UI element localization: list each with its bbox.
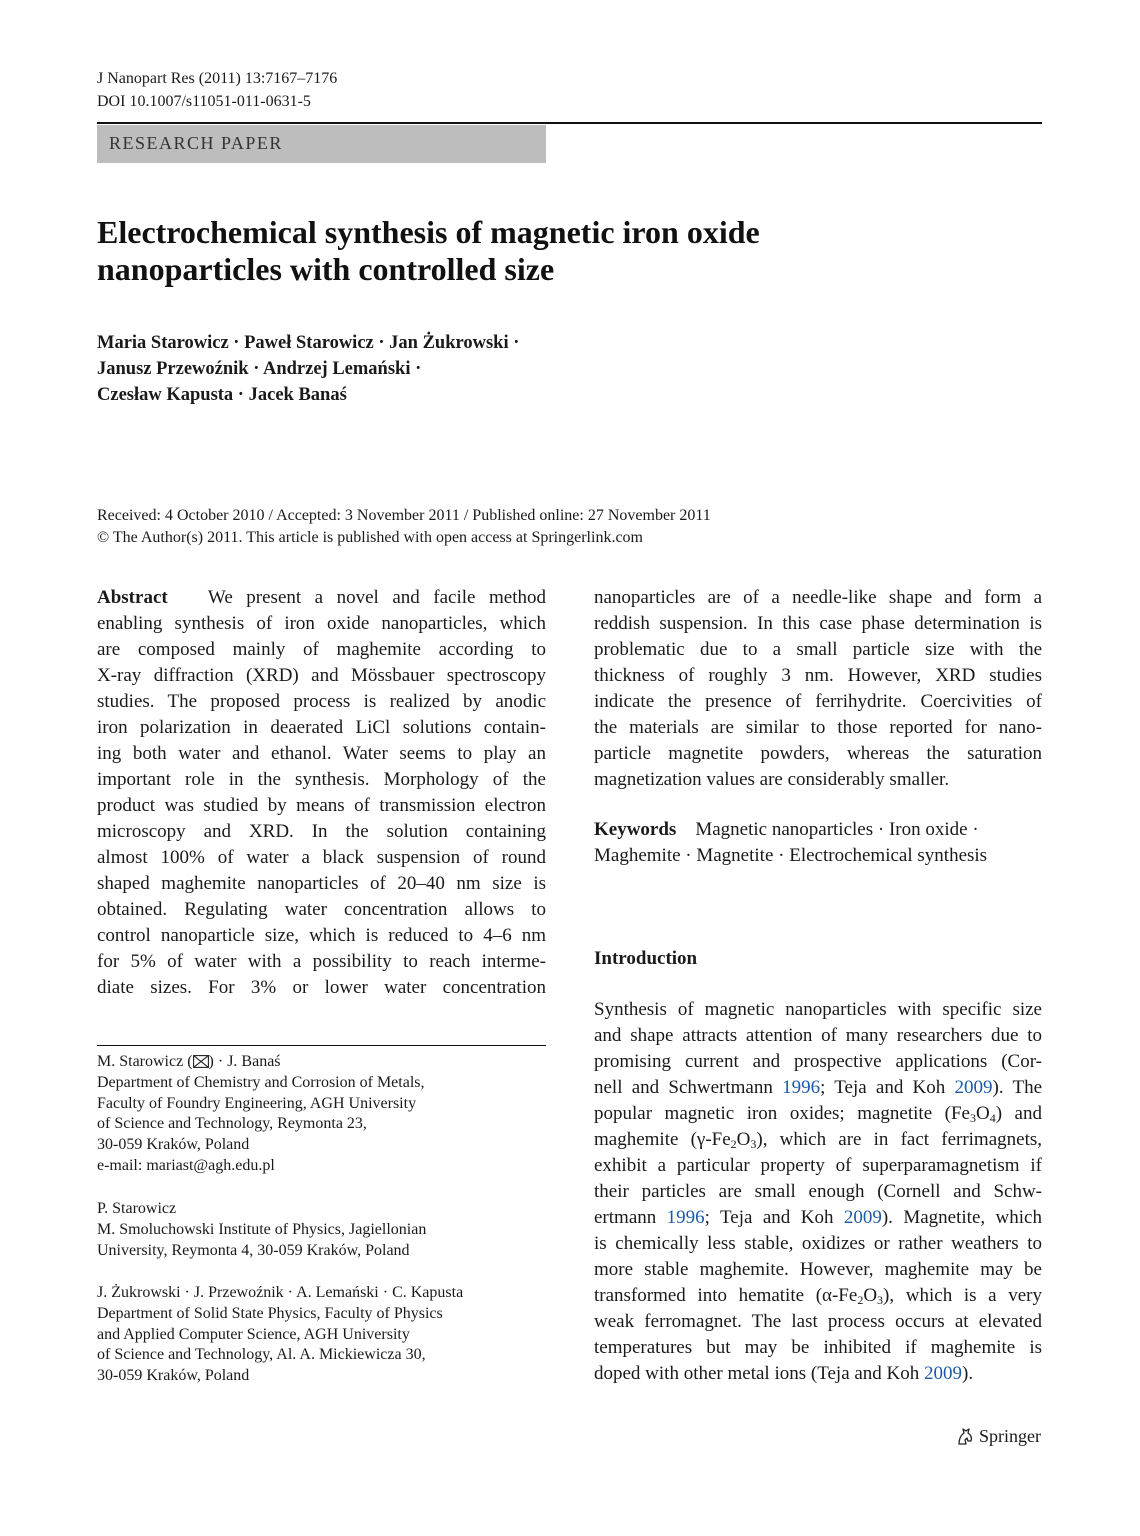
citation-link[interactable]: 2009 bbox=[843, 1207, 882, 1228]
section-label: RESEARCH PAPER bbox=[109, 133, 283, 153]
abstract-line: ing both water and ethanol. Water seems to play an bbox=[97, 743, 546, 764]
introduction-body bbox=[594, 997, 1042, 1387]
publisher-name: Springer bbox=[979, 1426, 1041, 1446]
abstract-line: almost 100% of water a black suspension of round bbox=[97, 847, 546, 868]
intro-line: transformed into hematite $(\alpha-Fe_2O_3)$, which is a very bbox=[594, 1285, 1042, 1307]
email[interactable]: e-mail: mariast@agh.edu.pl bbox=[97, 1156, 275, 1174]
abstract-line: nanoparticles are of a needle-like shape and form a bbox=[594, 587, 1042, 608]
keywords bbox=[594, 817, 1042, 869]
abstract-line: enabling synthesis of iron oxide nanoparticles, which bbox=[97, 613, 546, 634]
abstract-line: shaped maghemite nanoparticles of 20–40 nm size is bbox=[97, 873, 546, 894]
introduction-heading: Introduction bbox=[594, 948, 698, 969]
abstract-line: particle magnetite powders, whereas the saturation bbox=[594, 743, 1042, 764]
affiliation-3 bbox=[97, 1283, 463, 1387]
intro-line: ertmann 1996; Teja and Koh 2009). Magnetite, which bbox=[594, 1207, 1042, 1228]
affiliation-1 bbox=[97, 1052, 425, 1177]
intro-line: nell and Schwertmann 1996; Teja and Koh 2009). The bbox=[594, 1077, 1042, 1098]
affiliation-line: of Science and Technology, Reymonta 23, bbox=[97, 1115, 367, 1133]
affiliation-line: M. Smoluchowski Institute of Physics, Jagiellonian bbox=[97, 1220, 427, 1238]
title-line: nanoparticles with controlled size bbox=[97, 251, 555, 287]
header-rule bbox=[97, 122, 1042, 124]
affiliation-line: and Applied Computer Science, AGH University bbox=[97, 1325, 410, 1343]
section-banner bbox=[97, 125, 546, 163]
doi: DOI 10.1007/s11051-011-0631-5 bbox=[97, 93, 311, 110]
affiliation-line: Department of Chemistry and Corrosion of Metals, bbox=[97, 1073, 425, 1091]
affiliation-2 bbox=[97, 1199, 426, 1261]
affiliation-line: University, Reymonta 4, 30-059 Kraków, Poland bbox=[97, 1241, 410, 1259]
intro-line: exhibit a particular property of superparamagnetism if bbox=[594, 1155, 1042, 1176]
intro-line: is chemically less stable, oxidizes or rather weathers to bbox=[594, 1233, 1042, 1254]
author-line: Janusz Przewoźnik · Andrzej Lemański · bbox=[97, 359, 422, 379]
intro-line: maghemite $(\gamma-Fe_2O_3)$, which are in fact ferrimagnets, bbox=[594, 1129, 1043, 1151]
publisher-logo bbox=[955, 1424, 1041, 1448]
footnote-rule bbox=[97, 1045, 546, 1046]
intro-line: temperatures but may be inhibited if maghemite is bbox=[594, 1337, 1042, 1358]
abstract-line: obtained. Regulating water concentration allows to bbox=[97, 899, 546, 920]
abstract-line: for 5% of water with a possibility to reach interme- bbox=[97, 951, 546, 972]
affiliation-line: of Science and Technology, Al. A. Mickiewicza 30, bbox=[97, 1346, 426, 1364]
abstract-line: iron polarization in deaerated LiCl solutions contain- bbox=[97, 717, 546, 738]
intro-line: doped with other metal ions (Teja and Koh 2009). bbox=[594, 1363, 974, 1384]
intro-line: weak ferromagnet. The last process occurs at elevated bbox=[594, 1311, 1042, 1332]
affiliation-line: Department of Solid State Physics, Faculty of Physics bbox=[97, 1304, 443, 1322]
abstract-line: microscopy and XRD. In the solution containing bbox=[97, 821, 546, 842]
envelope-icon bbox=[193, 1055, 209, 1068]
abstract-line: X-ray diffraction (XRD) and Mössbauer spectroscopy bbox=[97, 665, 546, 686]
affiliation-line: P. Starowicz bbox=[97, 1200, 177, 1217]
affiliation-line: 30-059 Kraków, Poland bbox=[97, 1136, 250, 1154]
intro-line: promising current and prospective applications (Cor- bbox=[594, 1051, 1042, 1072]
abstract-line: important role in the synthesis. Morphology of the bbox=[97, 769, 546, 790]
copyright-line: © The Author(s) 2011. This article is published with open access at Springerlink.com bbox=[97, 529, 643, 546]
intro-line: their particles are small enough (Cornell and Schw- bbox=[594, 1181, 1042, 1202]
history-line: Received: 4 October 2010 / Accepted: 3 November 2011 / Published online: 27 November 2011 bbox=[97, 507, 711, 524]
abstract-line: are composed mainly of maghemite according to bbox=[97, 639, 546, 660]
affiliation-line: J. Żukrowski · J. Przewoźnik · A. Lemański · C. Kapusta bbox=[97, 1284, 464, 1301]
citation-link[interactable]: 1996 bbox=[666, 1207, 705, 1228]
abstract-line: magnetization values are considerably smaller. bbox=[594, 769, 950, 790]
keywords-line: Maghemite · Magnetite · Electrochemical synthesis bbox=[594, 845, 988, 866]
intro-line: and shape attracts attention of many researchers due to bbox=[594, 1025, 1042, 1046]
paper-title bbox=[97, 214, 997, 288]
abstract-line: diate sizes. For 3% or lower water concentration bbox=[97, 977, 546, 998]
springer-horse-icon bbox=[955, 1426, 975, 1446]
affiliation-names: M. Starowicz ( ) · J. Banaś bbox=[97, 1053, 281, 1070]
abstract-line: the materials are similar to those reported for nano- bbox=[594, 717, 1042, 738]
abstract-line: control nanoparticle size, which is reduced to 4–6 nm bbox=[97, 925, 546, 946]
abstract bbox=[97, 585, 546, 1001]
citation-link[interactable]: 1996 bbox=[782, 1077, 821, 1098]
journal-reference: J Nanopart Res (2011) 13:7167–7176 bbox=[97, 70, 338, 87]
abstract-heading: Abstract bbox=[97, 587, 168, 608]
abstract-line: product was studied by means of transmission electron bbox=[97, 795, 546, 816]
intro-line: popular magnetic iron oxides; magnetite $(Fe_3O_4)$ and bbox=[594, 1103, 1042, 1125]
citation-link[interactable]: 2009 bbox=[954, 1077, 993, 1098]
abstract-line: indicate the presence of ferrihydrite. Coercivities of bbox=[594, 691, 1042, 712]
affiliation-line: Faculty of Foundry Engineering, AGH University bbox=[97, 1094, 417, 1112]
intro-line: more stable maghemite. However, maghemite may be bbox=[594, 1259, 1042, 1280]
keywords-line: Keywords Magnetic nanoparticles · Iron oxide · bbox=[594, 819, 979, 840]
abstract-line: reddish suspension. In this case phase determination is bbox=[594, 613, 1042, 634]
title-line: Electrochemical synthesis of magnetic iron oxide bbox=[97, 214, 760, 250]
abstract-first-line: Abstract We present a novel and facile method bbox=[97, 587, 546, 608]
keywords-heading: Keywords bbox=[594, 819, 677, 840]
affiliation-line: 30-059 Kraków, Poland bbox=[97, 1367, 250, 1385]
author-line: Maria Starowicz · Paweł Starowicz · Jan Żukrowski · bbox=[97, 333, 520, 353]
citation-link[interactable]: 2009 bbox=[924, 1363, 963, 1384]
abstract-continued bbox=[594, 585, 1042, 793]
journal-header bbox=[97, 67, 337, 113]
abstract-line: thickness of roughly 3 nm. However, XRD studies bbox=[594, 665, 1042, 686]
author-line: Czesław Kapusta · Jacek Banaś bbox=[97, 385, 347, 405]
abstract-line: problematic due to a small particle size with the bbox=[594, 639, 1042, 660]
publication-dates bbox=[97, 505, 1042, 549]
abstract-line: studies. The proposed process is realized by anodic bbox=[97, 691, 546, 712]
intro-line: Synthesis of magnetic nanoparticles with specific size bbox=[594, 999, 1042, 1020]
author-list bbox=[97, 330, 997, 408]
